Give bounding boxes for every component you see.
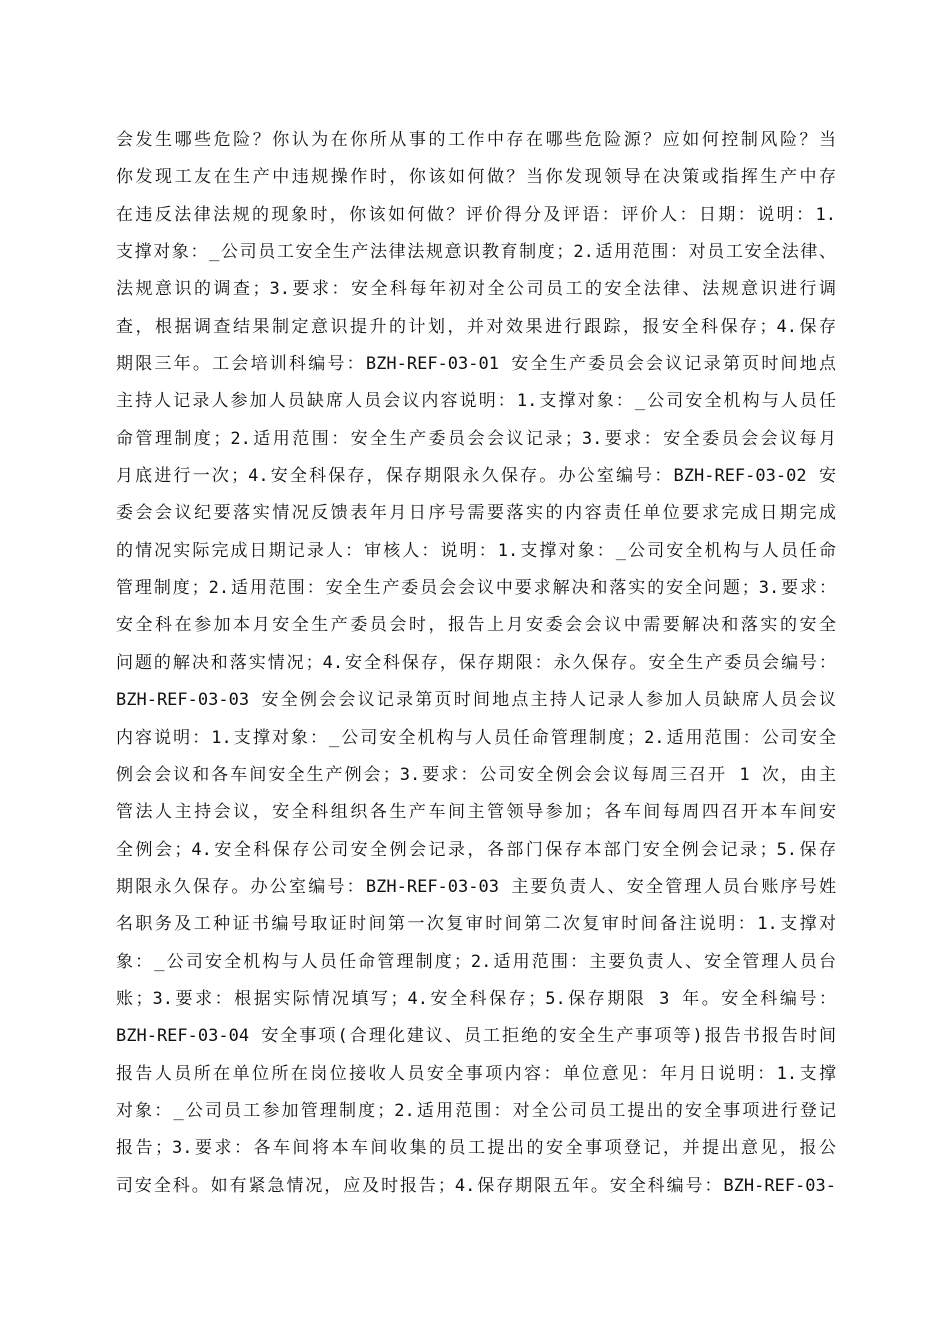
text-line: 管法人主持会议，安全科组织各生产车间主管领导参加；各车间每周四召开本车间安 [116,802,836,823]
text-line: 月底进行一次；4.安全科保存，保存期限永久保存。办公室编号：BZH-REF-03-02 安 [116,466,836,487]
text-line: 支撑对象：_公司员工安全生产法律法规意识教育制度；2.适用范围：对员工安全法律、 [116,242,836,263]
text-line: 对象：_公司员工参加管理制度；2.适用范围：对全公司员工提出的安全事项进行登记 [116,1100,836,1121]
text-line: 委会会议纪要落实情况反馈表年月日序号需要落实的内容责任单位要求完成日期完成 [116,503,836,524]
text-line: 法规意识的调查；3.要求：安全科每年初对全公司员工的安全法律、法规意识进行调 [116,279,836,300]
text-line: 安全科在参加本月安全生产委员会时，报告上月安委会会议中需要解决和落实的安全 [116,615,836,636]
body-text [116,122,836,1205]
text-line: 你发现工友在生产中违规操作时，你该如何做？当你发现领导在决策或指挥生产中存 [116,167,836,188]
text-line: 管理制度；2.适用范围：安全生产委员会会议中要求解决和落实的安全问题；3.要求： [116,578,836,599]
text-line: 例会会议和各车间安全生产例会；3.要求：公司安全例会会议每周三召开 1 次，由主 [116,764,836,785]
text-line: 内容说明：1.支撑对象：_公司安全机构与人员任命管理制度；2.适用范围：公司安全 [116,727,836,748]
text-line: 报告人员所在单位所在岗位接收人员安全事项内容：单位意见：年月日说明：1.支撑 [116,1063,836,1084]
text-line: BZH-REF-03-03 安全例会会议记录第页时间地点主持人记录人参加人员缺席人员会议 [116,690,836,711]
text-line: 会发生哪些危险？你认为在你所从事的工作中存在哪些危险源？应如何控制风险？当 [116,130,836,150]
text-line: BZH-REF-03-04 安全事项(合理化建议、员工拒绝的安全生产事项等)报告书报告时间 [116,1026,836,1047]
text-line: 司安全科。如有紧急情况，应及时报告；4.保存期限五年。安全科编号：BZH-REF-03- [116,1175,836,1196]
text-line: 期限三年。工会培训科编号：BZH-REF-03-01 安全生产委员会会议记录第页时间地点 [116,354,836,375]
text-line: 查，根据调查结果制定意识提升的计划，并对效果进行跟踪，报安全科保存；4.保存 [116,316,836,337]
text-line: 在违反法律法规的现象时，你该如何做？评价得分及评语：评价人：日期：说明：1. [116,204,836,225]
text-line: 名职务及工种证书编号取证时间第一次复审时间第二次复审时间备注说明：1.支撑对 [116,914,836,935]
text-line: 主持人记录人参加人员缺席人员会议内容说明：1.支撑对象：_公司安全机构与人员任 [116,391,836,412]
text-line: 象：_公司安全机构与人员任命管理制度；2.适用范围：主要负责人、安全管理人员台 [116,951,836,972]
text-line: 期限永久保存。办公室编号：BZH-REF-03-03 主要负责人、安全管理人员台账序号姓 [116,876,836,897]
text-line: 问题的解决和落实情况；4.安全科保存，保存期限：永久保存。安全生产委员会编号： [116,652,836,673]
text-line: 报告；3.要求：各车间将本车间收集的员工提出的安全事项登记，并提出意见，报公 [116,1138,836,1159]
text-line: 全例会；4.安全科保存公司安全例会记录，各部门保存本部门安全例会记录；5.保存 [116,839,836,860]
text-line: 账；3.要求：根据实际情况填写；4.安全科保存；5.保存期限 3 年。安全科编号： [116,988,836,1009]
text-line: 的情况实际完成日期记录人：审核人：说明：1.支撑对象：_公司安全机构与人员任命 [116,540,836,561]
text-line: 命管理制度；2.适用范围：安全生产委员会会议记录；3.要求：安全委员会会议每月 [116,428,836,449]
